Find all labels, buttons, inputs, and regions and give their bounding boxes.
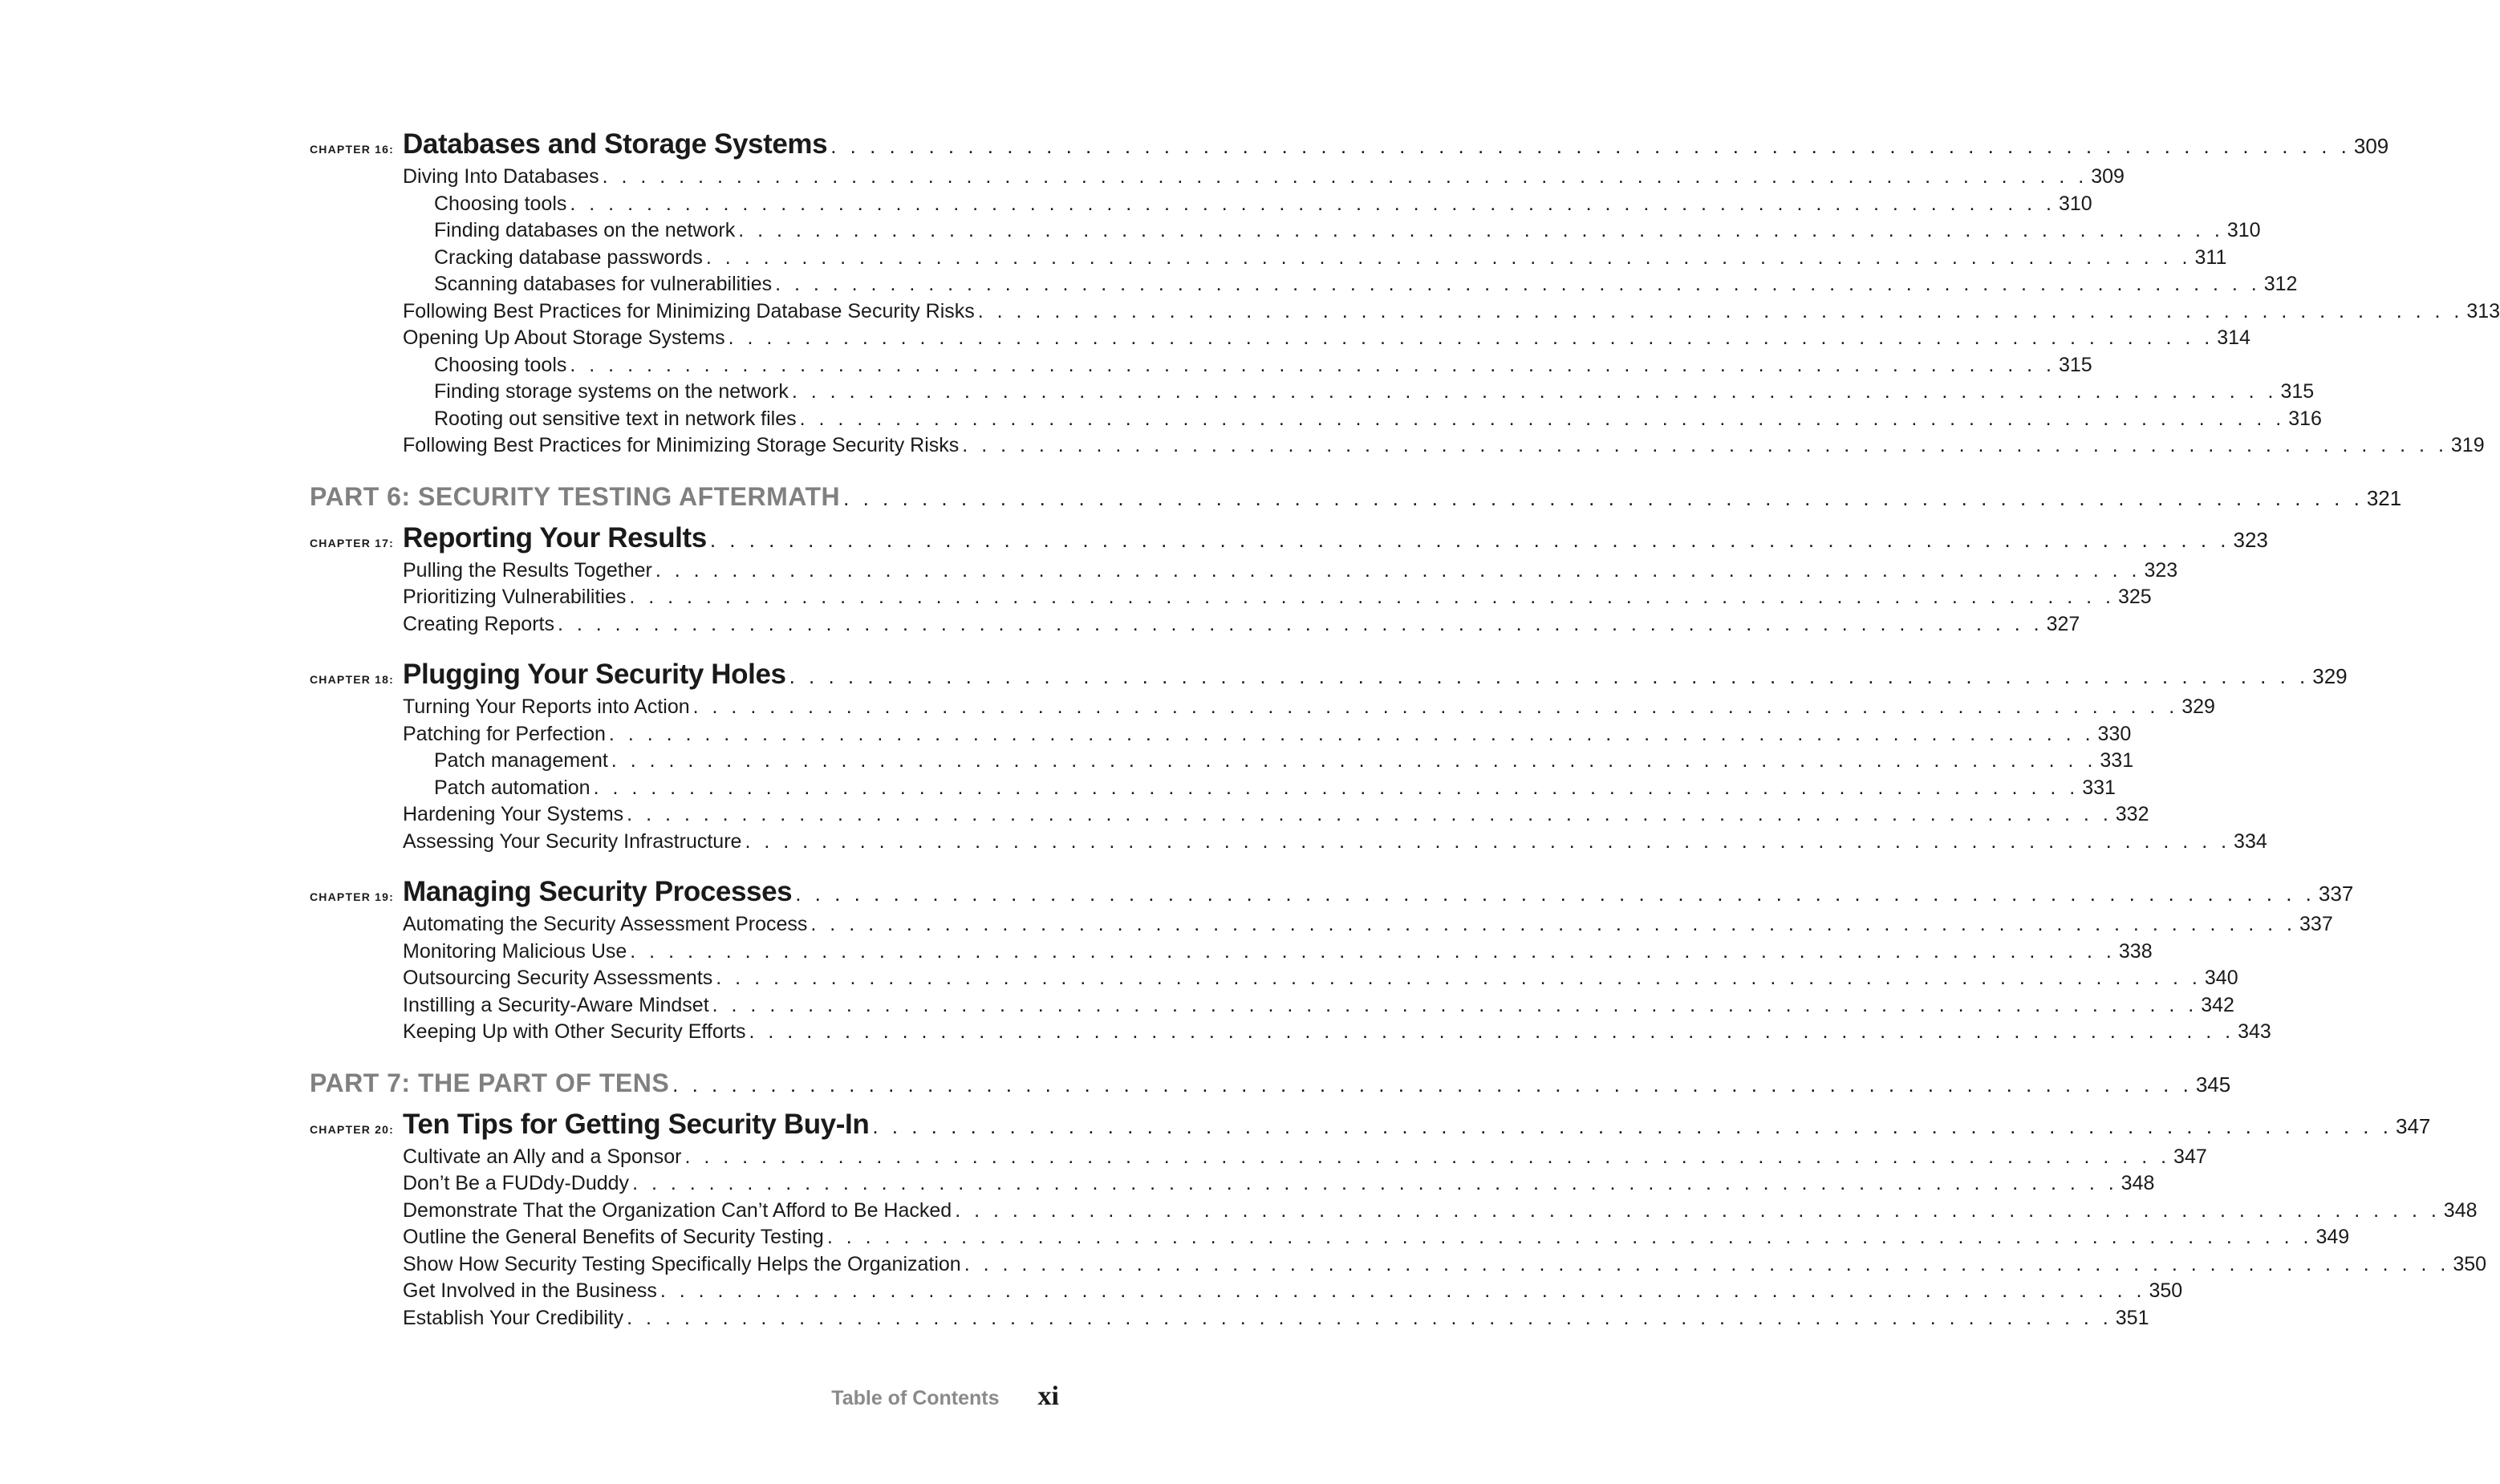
dot-leader: . . . . . . . . . . . . . . . . . . . . . . . . . . . . . . . . . . . . . . . . . . . . . . . . . . . . . . . . . . . . . . . . . . . . . . . . . . . . . . <box>557 612 2043 635</box>
entry-title: Finding databases on the network <box>434 219 736 241</box>
toc-entry <box>310 967 2238 994</box>
toc-entry <box>310 558 2178 586</box>
table-of-contents <box>310 128 2500 1333</box>
page-number: 340 <box>2204 967 2238 989</box>
entry-title: Turning Your Reports into Action <box>403 695 690 718</box>
entry-title: Keeping Up with Other Security Efforts <box>403 1020 746 1043</box>
toc-entry <box>310 245 2227 274</box>
toc-entry <box>310 353 2092 381</box>
toc-entry <box>310 803 2149 830</box>
toc-entry <box>310 165 2125 193</box>
toc-entry <box>310 913 2333 940</box>
dot-leader: . . . . . . . . . . . . . . . . . . . . . . . . . . . . . . . . . . . . . . . . . . . . . . . . . . . . . . . . . . . . . . . . . . . . . . . . . . . . . . <box>955 1198 2441 1222</box>
page-number: 338 <box>2118 939 2153 963</box>
toc-entry <box>310 749 2134 776</box>
toc-entry <box>310 299 2500 327</box>
entry-title: Assessing Your Security Infrastructure <box>403 829 742 853</box>
toc-entry <box>310 829 2267 858</box>
toc-entry <box>310 380 2315 407</box>
page-number: 345 <box>2195 1072 2231 1097</box>
entry-title: Outsourcing Security Assessments <box>403 967 713 989</box>
page-number: 313 <box>2466 299 2500 322</box>
dot-leader: . . . . . . . . . . . . . . . . . . . . . . . . . . . . . . . . . . . . . . . . . . . . . . . . . . . . . . . . . . . . . . . . . . . . . . . . . . . . . . <box>627 803 2112 825</box>
page-number: 323 <box>2144 558 2178 582</box>
dot-leader: . . . . . . . . . . . . . . . . . . . . . . . . . . . . . . . . . . . . . . . . . . . . . . . . . . . . . . . . . . . . . . . . . . . . . . . . . . . . . . <box>629 586 2115 608</box>
toc-part <box>310 481 2402 522</box>
toc-chapter <box>310 521 2268 559</box>
page-footer <box>831 1381 1059 1412</box>
dot-leader: . . . . . . . . . . . . . . . . . . . . . . . . . . . . . . . . . . . . . . . . . . . . . . . . . . . . . . . . . . . . . . . . . . . . . . . . . . . . . . <box>627 1306 2112 1329</box>
page-number: 314 <box>2217 326 2250 349</box>
dot-leader: . . . . . . . . . . . . . . . . . . . . . . . . . . . . . . . . . . . . . . . . . . . . . . . . . . . . . . . . . . . . . . . . . . . . . . . . . . . . . . <box>716 967 2202 989</box>
page-number: 334 <box>2234 829 2267 853</box>
entry-title: Scanning databases for vulnerabilities <box>434 273 773 295</box>
page-number: 347 <box>2395 1113 2431 1138</box>
dot-leader: . . . . . . . . . . . . . . . . . . . . . . . . . . . . . . . . . . . . . . . . . . . . . . . . . . . . . . . . . . . . . . . . . . . . . . . . . . . . . . <box>775 273 2261 295</box>
dot-leader: . . . . . . . . . . . . . . . . . . . . . . . . . . . . . . . . . . . . . . . . . . . . . . . . . . . . . . . . . . . . . . . . . . . . . . . . . . . . . . <box>602 165 2088 188</box>
entry-title: Don’t Be a FUDdy-Duddy <box>403 1172 630 1194</box>
entry-title: Choosing tools <box>434 353 567 376</box>
dot-leader: . . . . . . . . . . . . . . . . . . . . . . . . . . . . . . . . . . . . . . . . . . . . . . . . . . . . . . . . . . . . . . . . . . . . . . . . . . . . . . <box>810 913 2297 935</box>
chapter-label: CHAPTER 18: <box>310 673 394 686</box>
page-number: 315 <box>2280 380 2315 403</box>
chapter-label: CHAPTER 17: <box>310 536 394 549</box>
page-number: 349 <box>2315 1226 2350 1248</box>
chapter-title: Databases and Storage Systems <box>403 128 828 160</box>
page-number: 310 <box>2226 219 2261 241</box>
entry-title: Prioritizing Vulnerabilities <box>403 586 627 608</box>
part-title: PART 7: THE PART OF TENS <box>310 1068 670 1097</box>
toc-part <box>310 1068 2231 1109</box>
dot-leader: . . . . . . . . . . . . . . . . . . . . . . . . . . . . . . . . . . . . . . . . . . . . . . . . . . . . . . . . . . . . . . . . . . . . . . . . . . . . . . <box>962 434 2448 456</box>
dot-leader: . . . . . . . . . . . . . . . . . . . . . . . . . . . . . . . . . . . . . . . . . . . . . . . . . . . . . . . . . . . . . . . . . . . . . . . . . . . . . . <box>795 882 2315 906</box>
entry-title: Creating Reports <box>403 612 554 635</box>
dot-leader: . . . . . . . . . . . . . . . . . . . . . . . . . . . . . . . . . . . . . . . . . . . . . . . . . . . . . . . . . . . . . . . . . . . . . . . . . . . . . . <box>632 1172 2118 1194</box>
dot-leader: . . . . . . . . . . . . . . . . . . . . . . . . . . . . . . . . . . . . . . . . . . . . . . . . . . . . . . . . . . . . . . . . . . . . . . . . . . . . . . <box>570 192 2056 215</box>
entry-title: Hardening Your Systems <box>403 803 624 825</box>
entry-title: Monitoring Malicious Use <box>403 939 627 963</box>
page-number: 310 <box>2059 192 2092 215</box>
page-number: 342 <box>2201 993 2234 1016</box>
toc-entry <box>310 1252 2487 1280</box>
dot-leader: . . . . . . . . . . . . . . . . . . . . . . . . . . . . . . . . . . . . . . . . . . . . . . . . . . . . . . . . . . . . . . . . . . . . . . . . . . . . . . <box>789 664 2310 688</box>
toc-entry <box>310 434 2485 461</box>
entry-title: Opening Up About Storage Systems <box>403 326 725 349</box>
page-number: 327 <box>2046 612 2080 635</box>
chapter-label: CHAPTER 16: <box>310 143 394 156</box>
entry-title: Automating the Security Assessment Process <box>403 913 808 935</box>
dot-leader: . . . . . . . . . . . . . . . . . . . . . . . . . . . . . . . . . . . . . . . . . . . . . . . . . . . . . . . . . . . . . . . . . . . . . . . . . . . . . . <box>611 749 2097 772</box>
page-number: 329 <box>2312 664 2348 688</box>
page-number: 309 <box>2091 165 2125 188</box>
dot-leader: . . . . . . . . . . . . . . . . . . . . . . . . . . . . . . . . . . . . . . . . . . . . . . . . . . . . . . . . . . . . . . . . . . . . . . . . . . . . . . <box>745 829 2231 853</box>
entry-title: Pulling the Results Together <box>403 558 652 582</box>
entry-title: Rooting out sensitive text in network files <box>434 407 797 430</box>
entry-title: Patch management <box>434 749 608 772</box>
dot-leader: . . . . . . . . . . . . . . . . . . . . . . . . . . . . . . . . . . . . . . . . . . . . . . . . . . . . . . . . . . . . . . . . . . . . . . . . . . . . . . <box>799 407 2286 430</box>
chapter-title: Ten Tips for Getting Security Buy-In <box>403 1108 870 1140</box>
dot-leader: . . . . . . . . . . . . . . . . . . . . . . . . . . . . . . . . . . . . . . . . . . . . . . . . . . . . . . . . . . . . . . . . . . . . . . . . . . . . . . <box>738 219 2224 241</box>
footer-page-number: xi <box>1037 1381 1059 1411</box>
chapter-title: Plugging Your Security Holes <box>403 659 786 690</box>
page-number: 348 <box>2121 1172 2155 1194</box>
page-number: 316 <box>2288 407 2322 430</box>
toc-entry <box>310 612 2080 640</box>
toc-entry <box>310 219 2261 246</box>
dot-leader: . . . . . . . . . . . . . . . . . . . . . . . . . . . . . . . . . . . . . . . . . . . . . . . . . . . . . . . . . . . . . . . . . . . . . . . . . . . . . . <box>608 722 2095 745</box>
toc-entry <box>310 722 2132 750</box>
toc-chapter <box>310 1108 2431 1145</box>
toc-entry <box>310 1172 2155 1199</box>
dot-leader: . . . . . . . . . . . . . . . . . . . . . . . . . . . . . . . . . . . . . . . . . . . . . . . . . . . . . . . . . . . . . . . . . . . . . . . . . . . . . . <box>843 485 2364 510</box>
page-number: 351 <box>2115 1306 2149 1329</box>
entry-title: Get Involved in the Business <box>403 1279 657 1302</box>
dot-leader: . . . . . . . . . . . . . . . . . . . . . . . . . . . . . . . . . . . . . . . . . . . . . . . . . . . . . . . . . . . . . . . . . . . . . . . . . . . . . . <box>712 993 2198 1016</box>
dot-leader: . . . . . . . . . . . . . . . . . . . . . . . . . . . . . . . . . . . . . . . . . . . . . . . . . . . . . . . . . . . . . . . . . . . . . . . . . . . . . . <box>709 527 2230 552</box>
page-number: 348 <box>2443 1198 2478 1222</box>
entry-title: Establish Your Credibility <box>403 1306 624 1329</box>
page-number: 350 <box>2149 1279 2183 1302</box>
dot-leader: . . . . . . . . . . . . . . . . . . . . . . . . . . . . . . . . . . . . . . . . . . . . . . . . . . . . . . . . . . . . . . . . . . . . . . . . . . . . . . <box>593 776 2080 799</box>
toc-entry <box>310 1226 2350 1253</box>
toc-entry <box>310 586 2152 613</box>
dot-leader: . . . . . . . . . . . . . . . . . . . . . . . . . . . . . . . . . . . . . . . . . . . . . . . . . . . . . . . . . . . . . . . . . . . . . . . . . . . . . . <box>684 1145 2171 1168</box>
toc-entry <box>310 1198 2478 1227</box>
dot-leader: . . . . . . . . . . . . . . . . . . . . . . . . . . . . . . . . . . . . . . . . . . . . . . . . . . . . . . . . . . . . . . . . . . . . . . . . . . . . . . <box>672 1072 2193 1097</box>
dot-leader: . . . . . . . . . . . . . . . . . . . . . . . . . . . . . . . . . . . . . . . . . . . . . . . . . . . . . . . . . . . . . . . . . . . . . . . . . . . . . . <box>791 380 2278 403</box>
page-number: 321 <box>2366 485 2402 510</box>
page-number: 311 <box>2194 245 2227 269</box>
page-number: 330 <box>2097 722 2132 745</box>
dot-leader: . . . . . . . . . . . . . . . . . . . . . . . . . . . . . . . . . . . . . . . . . . . . . . . . . . . . . . . . . . . . . . . . . . . . . . . . . . . . . . <box>830 134 2351 158</box>
toc-chapter <box>310 128 2389 165</box>
entry-title: Following Best Practices for Minimizing Database Security Risks <box>403 299 975 322</box>
dot-leader: . . . . . . . . . . . . . . . . . . . . . . . . . . . . . . . . . . . . . . . . . . . . . . . . . . . . . . . . . . . . . . . . . . . . . . . . . . . . . . <box>872 1113 2392 1138</box>
chapter-title: Reporting Your Results <box>403 521 707 553</box>
page-number: 331 <box>2100 749 2134 772</box>
page-number: 350 <box>2453 1252 2487 1275</box>
page-number: 315 <box>2059 353 2092 376</box>
page-number: 343 <box>2238 1020 2271 1043</box>
chapter-title: Managing Security Processes <box>403 876 793 907</box>
entry-title: Finding storage systems on the network <box>434 380 789 403</box>
page-number: 337 <box>2318 882 2354 906</box>
entry-title: Patch automation <box>434 776 591 799</box>
dot-leader: . . . . . . . . . . . . . . . . . . . . . . . . . . . . . . . . . . . . . . . . . . . . . . . . . . . . . . . . . . . . . . . . . . . . . . . . . . . . . . <box>728 326 2214 349</box>
part-title: PART 6: SECURITY TESTING AFTERMATH <box>310 481 841 511</box>
toc-entry <box>310 407 2322 435</box>
chapter-label: CHAPTER 20: <box>310 1122 394 1136</box>
toc-entry <box>310 1306 2149 1334</box>
chapter-label: CHAPTER 19: <box>310 890 394 903</box>
toc-entry <box>310 192 2092 220</box>
page-number: 347 <box>2173 1145 2207 1168</box>
entry-title: Cracking database passwords <box>434 245 703 269</box>
entry-title: Cultivate an Ally and a Sponsor <box>403 1145 682 1168</box>
page-number: 309 <box>2353 134 2389 158</box>
dot-leader: . . . . . . . . . . . . . . . . . . . . . . . . . . . . . . . . . . . . . . . . . . . . . . . . . . . . . . . . . . . . . . . . . . . . . . . . . . . . . . <box>964 1252 2450 1275</box>
toc-chapter <box>310 876 2354 913</box>
toc-entry <box>310 1279 2183 1307</box>
toc-entry <box>310 1145 2207 1173</box>
dot-leader: . . . . . . . . . . . . . . . . . . . . . . . . . . . . . . . . . . . . . . . . . . . . . . . . . . . . . . . . . . . . . . . . . . . . . . . . . . . . . . <box>705 245 2192 269</box>
page-number: 312 <box>2263 273 2298 295</box>
dot-leader: . . . . . . . . . . . . . . . . . . . . . . . . . . . . . . . . . . . . . . . . . . . . . . . . . . . . . . . . . . . . . . . . . . . . . . . . . . . . . . <box>655 558 2141 582</box>
toc-entry <box>310 695 2215 723</box>
toc-entry <box>310 776 2116 804</box>
toc-entry <box>310 326 2250 354</box>
footer-section-title: Table of Contents <box>831 1387 1000 1409</box>
page-number: 332 <box>2115 803 2149 825</box>
toc-entry <box>310 993 2234 1021</box>
page-number: 331 <box>2082 776 2116 799</box>
toc-entry <box>310 1020 2271 1048</box>
page-number: 319 <box>2450 434 2485 456</box>
page-number: 329 <box>2181 695 2215 718</box>
entry-title: Show How Security Testing Specifically Helps the Organization <box>403 1252 961 1275</box>
page-number: 325 <box>2117 586 2152 608</box>
page-number: 337 <box>2299 913 2333 935</box>
entry-title: Patching for Perfection <box>403 722 606 745</box>
dot-leader: . . . . . . . . . . . . . . . . . . . . . . . . . . . . . . . . . . . . . . . . . . . . . . . . . . . . . . . . . . . . . . . . . . . . . . . . . . . . . . <box>630 939 2116 963</box>
entry-title: Choosing tools <box>434 192 567 215</box>
dot-leader: . . . . . . . . . . . . . . . . . . . . . . . . . . . . . . . . . . . . . . . . . . . . . . . . . . . . . . . . . . . . . . . . . . . . . . . . . . . . . . <box>749 1020 2235 1043</box>
entry-title: Instilling a Security-Aware Mindset <box>403 993 709 1016</box>
toc-entry <box>310 273 2298 300</box>
page-number: 323 <box>2233 527 2268 552</box>
dot-leader: . . . . . . . . . . . . . . . . . . . . . . . . . . . . . . . . . . . . . . . . . . . . . . . . . . . . . . . . . . . . . . . . . . . . . . . . . . . . . . <box>659 1279 2146 1302</box>
dot-leader: . . . . . . . . . . . . . . . . . . . . . . . . . . . . . . . . . . . . . . . . . . . . . . . . . . . . . . . . . . . . . . . . . . . . . . . . . . . . . . <box>826 1226 2313 1248</box>
dot-leader: . . . . . . . . . . . . . . . . . . . . . . . . . . . . . . . . . . . . . . . . . . . . . . . . . . . . . . . . . . . . . . . . . . . . . . . . . . . . . . <box>570 353 2056 376</box>
dot-leader: . . . . . . . . . . . . . . . . . . . . . . . . . . . . . . . . . . . . . . . . . . . . . . . . . . . . . . . . . . . . . . . . . . . . . . . . . . . . . . <box>977 299 2464 322</box>
entry-title: Outline the General Benefits of Security Testing <box>403 1226 824 1248</box>
dot-leader: . . . . . . . . . . . . . . . . . . . . . . . . . . . . . . . . . . . . . . . . . . . . . . . . . . . . . . . . . . . . . . . . . . . . . . . . . . . . . . <box>692 695 2179 718</box>
toc-chapter <box>310 659 2348 695</box>
toc-entry <box>310 939 2153 967</box>
entry-title: Demonstrate That the Organization Can’t Afford to Be Hacked <box>403 1198 952 1222</box>
entry-title: Following Best Practices for Minimizing Storage Security Risks <box>403 434 960 456</box>
entry-title: Diving Into Databases <box>403 165 599 188</box>
